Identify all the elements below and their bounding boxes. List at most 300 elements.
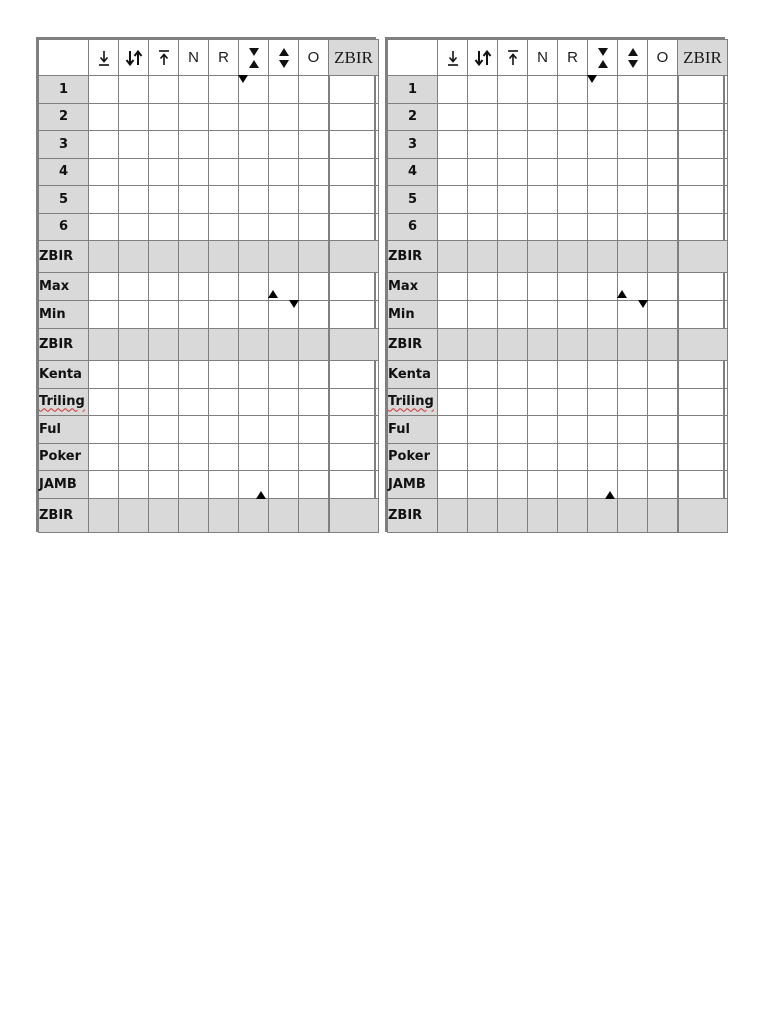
- score-cell[interactable]: [438, 131, 468, 159]
- score-cell[interactable]: [89, 301, 119, 329]
- score-cell[interactable]: [588, 471, 618, 499]
- score-cell[interactable]: [528, 388, 558, 416]
- score-cell[interactable]: [528, 361, 558, 389]
- sum-cell[interactable]: [329, 241, 379, 273]
- row-1: [388, 76, 728, 104]
- score-cell[interactable]: [299, 301, 329, 329]
- sum-cell[interactable]: [678, 416, 728, 444]
- score-cell[interactable]: [438, 471, 468, 499]
- sum-cell[interactable]: [329, 213, 379, 241]
- score-cell[interactable]: [618, 158, 648, 186]
- score-cell[interactable]: [299, 131, 329, 159]
- score-cell[interactable]: [119, 103, 149, 131]
- sum-cell[interactable]: [678, 273, 728, 301]
- score-cell[interactable]: [299, 273, 329, 301]
- score-cell[interactable]: [149, 76, 179, 104]
- score-cell[interactable]: [498, 471, 528, 499]
- row-label-ful: Ful: [39, 416, 89, 444]
- score-cell[interactable]: [438, 103, 468, 131]
- score-cell[interactable]: [588, 103, 618, 131]
- score-cell[interactable]: [299, 416, 329, 444]
- score-cell[interactable]: [269, 416, 299, 444]
- score-cell[interactable]: [468, 443, 498, 471]
- score-cell[interactable]: [89, 471, 119, 499]
- score-cell[interactable]: [269, 301, 299, 329]
- score-cell[interactable]: [149, 103, 179, 131]
- score-cell[interactable]: [528, 213, 558, 241]
- score-cell[interactable]: [588, 76, 618, 104]
- subtotal-cell[interactable]: [618, 241, 648, 273]
- score-cell[interactable]: [438, 416, 468, 444]
- subtotal-cell[interactable]: [299, 498, 329, 532]
- subtotal-cell[interactable]: [89, 241, 119, 273]
- score-cell[interactable]: [648, 273, 678, 301]
- score-cell[interactable]: [438, 388, 468, 416]
- sum-cell[interactable]: [678, 498, 728, 532]
- score-cell[interactable]: [618, 273, 648, 301]
- score-cell[interactable]: [89, 416, 119, 444]
- subtotal-cell[interactable]: [209, 329, 239, 361]
- score-cell[interactable]: [468, 388, 498, 416]
- score-cell[interactable]: [149, 388, 179, 416]
- score-cell[interactable]: [179, 186, 209, 214]
- score-cell[interactable]: [498, 76, 528, 104]
- score-cell[interactable]: [588, 213, 618, 241]
- row-jamb: [39, 471, 379, 499]
- score-cell[interactable]: [468, 416, 498, 444]
- row-2: [388, 103, 728, 131]
- score-cell[interactable]: [648, 103, 678, 131]
- score-cell[interactable]: [438, 301, 468, 329]
- subtotal-cell[interactable]: [179, 329, 209, 361]
- score-cell[interactable]: [299, 388, 329, 416]
- score-cell[interactable]: [588, 131, 618, 159]
- score-cell[interactable]: [239, 76, 269, 104]
- sum-cell[interactable]: [329, 273, 379, 301]
- subtotal-cell[interactable]: [468, 241, 498, 273]
- subtotal-cell[interactable]: [149, 498, 179, 532]
- score-cell[interactable]: [209, 301, 239, 329]
- score-cell[interactable]: [239, 361, 269, 389]
- score-cell[interactable]: [149, 186, 179, 214]
- subtotal-cell[interactable]: [528, 241, 558, 273]
- score-cell[interactable]: [269, 443, 299, 471]
- score-cell[interactable]: [179, 471, 209, 499]
- score-cell[interactable]: [239, 471, 269, 499]
- score-cell[interactable]: [269, 186, 299, 214]
- score-cell[interactable]: [588, 158, 618, 186]
- score-cell[interactable]: [299, 361, 329, 389]
- row-label-6: 6: [388, 213, 438, 241]
- score-cell[interactable]: [149, 471, 179, 499]
- score-cell[interactable]: [119, 158, 149, 186]
- sum-cell[interactable]: [678, 471, 728, 499]
- score-cell[interactable]: [89, 361, 119, 389]
- score-cell[interactable]: [299, 443, 329, 471]
- score-cell[interactable]: [618, 361, 648, 389]
- score-cell[interactable]: [209, 416, 239, 444]
- score-cell[interactable]: [179, 273, 209, 301]
- score-cell[interactable]: [498, 301, 528, 329]
- score-cell[interactable]: [119, 361, 149, 389]
- score-cell[interactable]: [558, 301, 588, 329]
- score-cell[interactable]: [618, 186, 648, 214]
- score-cell[interactable]: [528, 443, 558, 471]
- score-cell[interactable]: [89, 213, 119, 241]
- score-cell[interactable]: [209, 76, 239, 104]
- sum-cell[interactable]: [678, 213, 728, 241]
- score-cell[interactable]: [618, 131, 648, 159]
- sum-cell[interactable]: [329, 361, 379, 389]
- score-cell[interactable]: [89, 388, 119, 416]
- sum-cell[interactable]: [329, 158, 379, 186]
- score-cell[interactable]: [209, 388, 239, 416]
- score-cell[interactable]: [209, 103, 239, 131]
- score-cell[interactable]: [179, 103, 209, 131]
- score-cell[interactable]: [468, 76, 498, 104]
- score-cell[interactable]: [498, 213, 528, 241]
- score-cell[interactable]: [558, 158, 588, 186]
- subtotal-cell[interactable]: [438, 329, 468, 361]
- subtotal-cell[interactable]: [149, 241, 179, 273]
- score-cell[interactable]: [239, 186, 269, 214]
- subtotal-cell[interactable]: [209, 241, 239, 273]
- score-cell[interactable]: [648, 213, 678, 241]
- score-cell[interactable]: [528, 158, 558, 186]
- subtotal-cell[interactable]: [468, 498, 498, 532]
- score-cell[interactable]: [299, 158, 329, 186]
- score-cell[interactable]: [618, 443, 648, 471]
- score-cell[interactable]: [269, 213, 299, 241]
- score-cell[interactable]: [648, 443, 678, 471]
- sum-cell[interactable]: [678, 131, 728, 159]
- score-cell[interactable]: [498, 103, 528, 131]
- score-cell[interactable]: [438, 361, 468, 389]
- score-cell[interactable]: [299, 213, 329, 241]
- score-cell[interactable]: [498, 158, 528, 186]
- score-cell[interactable]: [179, 76, 209, 104]
- subtotal-cell[interactable]: [498, 498, 528, 532]
- sum-cell[interactable]: [329, 301, 379, 329]
- sum-cell[interactable]: [329, 131, 379, 159]
- score-cell[interactable]: [299, 103, 329, 131]
- score-cell[interactable]: [269, 361, 299, 389]
- score-cell[interactable]: [269, 388, 299, 416]
- score-cell[interactable]: [119, 443, 149, 471]
- subtotal-cell[interactable]: [239, 329, 269, 361]
- subtotal-cell[interactable]: [588, 329, 618, 361]
- score-cell[interactable]: [618, 76, 648, 104]
- score-cell[interactable]: [269, 471, 299, 499]
- score-cell[interactable]: [468, 158, 498, 186]
- subtotal-cell[interactable]: [558, 329, 588, 361]
- score-cell[interactable]: [299, 186, 329, 214]
- subtotal-cell[interactable]: [239, 498, 269, 532]
- score-cell[interactable]: [119, 76, 149, 104]
- subtotal-cell[interactable]: [209, 498, 239, 532]
- score-cell[interactable]: [179, 416, 209, 444]
- score-cell[interactable]: [299, 76, 329, 104]
- score-cell[interactable]: [588, 273, 618, 301]
- score-cell[interactable]: [119, 213, 149, 241]
- subtotal-cell[interactable]: [239, 241, 269, 273]
- score-cell[interactable]: [269, 273, 299, 301]
- sum-cell[interactable]: [678, 76, 728, 104]
- score-cell[interactable]: [269, 103, 299, 131]
- score-cell[interactable]: [209, 213, 239, 241]
- subtotal-cell[interactable]: [618, 498, 648, 532]
- score-cell[interactable]: [179, 158, 209, 186]
- sum-cell[interactable]: [329, 443, 379, 471]
- score-cell[interactable]: [498, 131, 528, 159]
- subtotal-cell[interactable]: [438, 241, 468, 273]
- score-cell[interactable]: [528, 471, 558, 499]
- subtotal-cell[interactable]: [299, 329, 329, 361]
- score-cell[interactable]: [209, 471, 239, 499]
- score-cell[interactable]: [588, 186, 618, 214]
- score-cell[interactable]: [648, 471, 678, 499]
- score-cell[interactable]: [299, 471, 329, 499]
- score-cell[interactable]: [498, 416, 528, 444]
- score-cell[interactable]: [468, 361, 498, 389]
- score-cell[interactable]: [119, 301, 149, 329]
- subtotal-cell[interactable]: [618, 329, 648, 361]
- subtotal-cell[interactable]: [528, 329, 558, 361]
- score-cell[interactable]: [558, 76, 588, 104]
- score-cell[interactable]: [618, 416, 648, 444]
- sum-cell[interactable]: [678, 329, 728, 361]
- score-cell[interactable]: [468, 471, 498, 499]
- score-cell[interactable]: [498, 443, 528, 471]
- subtotal-cell[interactable]: [558, 241, 588, 273]
- score-cell[interactable]: [558, 103, 588, 131]
- score-cell[interactable]: [209, 186, 239, 214]
- score-cell[interactable]: [528, 416, 558, 444]
- score-cell[interactable]: [648, 76, 678, 104]
- score-cell[interactable]: [438, 443, 468, 471]
- score-cell[interactable]: [588, 361, 618, 389]
- score-cell[interactable]: [438, 76, 468, 104]
- score-cell[interactable]: [149, 416, 179, 444]
- subtotal-cell[interactable]: [558, 498, 588, 532]
- score-cell[interactable]: [558, 186, 588, 214]
- score-cell[interactable]: [89, 103, 119, 131]
- score-cell[interactable]: [269, 131, 299, 159]
- row-max: [388, 273, 728, 301]
- score-cell[interactable]: [89, 158, 119, 186]
- sum-cell[interactable]: [329, 388, 379, 416]
- subtotal-cell[interactable]: [179, 241, 209, 273]
- subtotal-cell[interactable]: [119, 241, 149, 273]
- score-cell[interactable]: [119, 416, 149, 444]
- score-cell[interactable]: [149, 131, 179, 159]
- row-label-sum-3: ZBIR: [388, 498, 438, 532]
- score-cell[interactable]: [269, 76, 299, 104]
- score-cell[interactable]: [209, 361, 239, 389]
- score-cell[interactable]: [618, 103, 648, 131]
- sum-cell[interactable]: [329, 329, 379, 361]
- score-cell[interactable]: [468, 273, 498, 301]
- score-cell[interactable]: [179, 388, 209, 416]
- subtotal-cell[interactable]: [89, 329, 119, 361]
- sum-cell[interactable]: [678, 186, 728, 214]
- score-cell[interactable]: [239, 103, 269, 131]
- score-cell[interactable]: [239, 273, 269, 301]
- score-cell[interactable]: [89, 186, 119, 214]
- score-cell[interactable]: [498, 273, 528, 301]
- score-cell[interactable]: [89, 131, 119, 159]
- score-cell[interactable]: [468, 213, 498, 241]
- subtotal-cell[interactable]: [588, 498, 618, 532]
- score-cell[interactable]: [239, 416, 269, 444]
- sum-cell[interactable]: [329, 471, 379, 499]
- score-cell[interactable]: [239, 213, 269, 241]
- sum-cell[interactable]: [329, 498, 379, 532]
- score-cell[interactable]: [119, 471, 149, 499]
- score-cell[interactable]: [149, 301, 179, 329]
- sum-cell[interactable]: [329, 103, 379, 131]
- score-cell[interactable]: [558, 361, 588, 389]
- score-cell[interactable]: [209, 443, 239, 471]
- subtotal-cell[interactable]: [588, 241, 618, 273]
- subtotal-cell[interactable]: [498, 329, 528, 361]
- score-cell[interactable]: [468, 186, 498, 214]
- score-cell[interactable]: [179, 361, 209, 389]
- score-cell[interactable]: [89, 273, 119, 301]
- sum-cell[interactable]: [678, 103, 728, 131]
- score-cell[interactable]: [558, 131, 588, 159]
- score-cell[interactable]: [149, 158, 179, 186]
- score-cell[interactable]: [528, 103, 558, 131]
- score-cell[interactable]: [438, 273, 468, 301]
- start-marker-down-icon: [289, 300, 299, 308]
- score-cell[interactable]: [119, 186, 149, 214]
- score-cell[interactable]: [528, 76, 558, 104]
- score-cell[interactable]: [558, 443, 588, 471]
- sum-cell[interactable]: [329, 76, 379, 104]
- score-cell[interactable]: [239, 158, 269, 186]
- score-cell[interactable]: [179, 301, 209, 329]
- score-cell[interactable]: [498, 388, 528, 416]
- down-arrow-icon: [89, 40, 119, 76]
- score-cell[interactable]: [648, 186, 678, 214]
- score-cell[interactable]: [618, 471, 648, 499]
- score-cell[interactable]: [618, 213, 648, 241]
- sum-cell[interactable]: [678, 443, 728, 471]
- score-cell[interactable]: [149, 213, 179, 241]
- score-cell[interactable]: [648, 301, 678, 329]
- score-cell[interactable]: [498, 361, 528, 389]
- subtotal-cell[interactable]: [149, 329, 179, 361]
- subtotal-cell[interactable]: [119, 498, 149, 532]
- score-cell[interactable]: [588, 301, 618, 329]
- score-cell[interactable]: [528, 301, 558, 329]
- subtotal-cell[interactable]: [648, 498, 678, 532]
- subtotal-cell[interactable]: [498, 241, 528, 273]
- score-cell[interactable]: [149, 273, 179, 301]
- score-cell[interactable]: [648, 416, 678, 444]
- subtotal-cell[interactable]: [648, 241, 678, 273]
- score-cell[interactable]: [149, 361, 179, 389]
- subtotal-cell[interactable]: [438, 498, 468, 532]
- sum-cell[interactable]: [329, 416, 379, 444]
- score-cell[interactable]: [239, 131, 269, 159]
- score-cell[interactable]: [558, 213, 588, 241]
- subtotal-cell[interactable]: [269, 241, 299, 273]
- start-marker-down-icon: [587, 75, 597, 83]
- score-cell[interactable]: [468, 301, 498, 329]
- subtotal-cell[interactable]: [528, 498, 558, 532]
- score-cell[interactable]: [588, 388, 618, 416]
- score-cell[interactable]: [209, 273, 239, 301]
- score-cell[interactable]: [269, 158, 299, 186]
- subtotal-cell[interactable]: [269, 498, 299, 532]
- score-cell[interactable]: [149, 443, 179, 471]
- score-cell[interactable]: [239, 301, 269, 329]
- sum-cell[interactable]: [678, 388, 728, 416]
- score-cell[interactable]: [89, 76, 119, 104]
- score-cell[interactable]: [648, 388, 678, 416]
- score-cell[interactable]: [468, 103, 498, 131]
- score-cell[interactable]: [648, 131, 678, 159]
- score-cell[interactable]: [648, 158, 678, 186]
- score-cell[interactable]: [209, 158, 239, 186]
- score-cell[interactable]: [468, 131, 498, 159]
- score-cell[interactable]: [179, 213, 209, 241]
- score-cell[interactable]: [618, 388, 648, 416]
- sum-cell[interactable]: [678, 158, 728, 186]
- subtotal-cell[interactable]: [299, 241, 329, 273]
- subtotal-cell[interactable]: [648, 329, 678, 361]
- score-cell[interactable]: [618, 301, 648, 329]
- score-cell[interactable]: [588, 416, 618, 444]
- score-cell[interactable]: [239, 388, 269, 416]
- score-cell[interactable]: [558, 388, 588, 416]
- score-cell[interactable]: [528, 131, 558, 159]
- converging-arrows-icon: [588, 40, 618, 76]
- sum-cell[interactable]: [678, 361, 728, 389]
- score-cell[interactable]: [438, 186, 468, 214]
- score-cell[interactable]: [119, 131, 149, 159]
- score-cell[interactable]: [438, 213, 468, 241]
- score-cell[interactable]: [119, 388, 149, 416]
- row-min: [388, 301, 728, 329]
- subtotal-cell[interactable]: [89, 498, 119, 532]
- score-cell[interactable]: [179, 443, 209, 471]
- sum-cell[interactable]: [678, 241, 728, 273]
- sum-cell[interactable]: [678, 301, 728, 329]
- score-cell[interactable]: [648, 361, 678, 389]
- score-cell[interactable]: [528, 273, 558, 301]
- subtotal-cell[interactable]: [468, 329, 498, 361]
- score-cell[interactable]: [498, 186, 528, 214]
- subtotal-cell[interactable]: [269, 329, 299, 361]
- score-cell[interactable]: [89, 443, 119, 471]
- score-cell[interactable]: [119, 273, 149, 301]
- subtotal-cell[interactable]: [179, 498, 209, 532]
- sum-cell[interactable]: [329, 186, 379, 214]
- score-cell[interactable]: [438, 158, 468, 186]
- score-cell[interactable]: [558, 471, 588, 499]
- score-cell[interactable]: [558, 416, 588, 444]
- score-cell[interactable]: [209, 131, 239, 159]
- subtotal-cell[interactable]: [119, 329, 149, 361]
- score-cell[interactable]: [179, 131, 209, 159]
- score-cell[interactable]: [239, 443, 269, 471]
- score-cell[interactable]: [528, 186, 558, 214]
- score-cell[interactable]: [588, 443, 618, 471]
- score-cell[interactable]: [558, 273, 588, 301]
